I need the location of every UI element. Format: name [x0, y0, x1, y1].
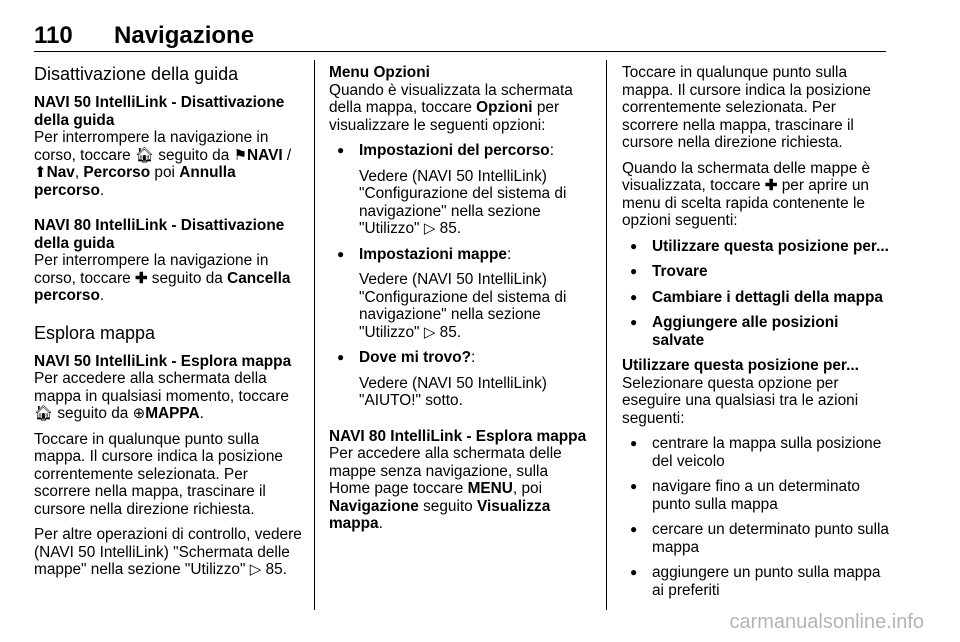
- section-heading: Disattivazione della guida: [34, 64, 239, 84]
- paragraph: Per accedere alla schermata delle mappe senza navigazione, sulla Home page toccare MENU, poi Navigazione seguito Visualizza mappa.: [329, 445, 562, 532]
- paragraph: Selezionare questa opzione per eseguire una qualsiasi tra le azioni seguenti:: [622, 374, 859, 427]
- paragraph: Quando è visualizzata la schermata della mappa, toccare Opzioni per visualizzare le seguenti opzioni:: [329, 81, 573, 134]
- list-item: ● Utilizzare questa posizione per...: [622, 238, 890, 256]
- paragraph: Toccare in qualunque punto sulla mappa. Il cursore indica la posizione correntemente selezionata. Per scorrere nella mappa, trascinare il cursore nella direzione richiesta.: [622, 64, 871, 151]
- list-item: ● Impostazioni del percorso: Vedere (NAVI 50 IntelliLink) "Configurazione del sistema di navigazione" nella sezione "Utilizzo" ▷ 85.: [329, 142, 591, 238]
- list-item: ● Impostazioni mappe: Vedere (NAVI 50 IntelliLink) "Configurazione del sistema di navigazione" nella sezione "Utilizzo" ▷ 85.: [329, 246, 591, 342]
- page-header: [34, 22, 886, 52]
- column-2: [329, 64, 591, 541]
- plus-icon: ✚: [764, 177, 778, 194]
- home-icon: 🏠︎: [134, 146, 154, 164]
- subsection-heading: Utilizzare questa posizione per...: [622, 357, 859, 374]
- flag-icon: ⚑: [233, 146, 248, 164]
- subsection-heading: NAVI 80 IntelliLink - Disattivazione della guida: [34, 217, 285, 252]
- home-icon: 🏠︎: [34, 405, 54, 422]
- subsection-heading: NAVI 80 IntelliLink - Esplora mappa: [329, 427, 587, 445]
- list-item: ● Dove mi trovo?: Vedere (NAVI 50 IntelliLink) "AIUTO!" sotto.: [329, 349, 591, 410]
- paragraph: Per accedere alla schermata della mappa in qualsiasi momento, toccare 🏠︎ seguito da ⊕MAPPA.: [34, 370, 289, 422]
- subsection-heading: Menu Opzioni: [329, 64, 430, 81]
- chapter-title: Navigazione: [114, 22, 255, 49]
- column-1: [34, 64, 302, 587]
- column-3: [622, 64, 890, 607]
- list-item: ● Aggiungere alle posizioni salvate: [622, 314, 890, 349]
- ref-triangle-icon: ▷: [423, 323, 436, 341]
- watermark: carmanualsonline.info: [729, 611, 924, 633]
- subsection-heading: NAVI 50 IntelliLink - Disattivazione della guida: [34, 94, 285, 129]
- ref-triangle-icon: ▷: [423, 220, 436, 237]
- ref-triangle-icon: ▷: [249, 561, 262, 578]
- options-list: [329, 142, 591, 410]
- context-menu-options: [622, 238, 890, 350]
- plus-icon: ✚: [134, 269, 148, 287]
- paragraph: Per interrompere la navigazione in corso, toccare 🏠︎ seguito da ⚑NAVI / ⬆Nav, Percorso poi Annulla percorso.: [34, 129, 292, 199]
- paragraph: Toccare in qualunque punto sulla mappa. Il cursore indica la posizione correntemente selezionata. Per scorrere nella mappa, trascinare il cursore nella direzione richiesta.: [34, 430, 283, 518]
- list-item: ● centrare la mappa sulla posizione del veicolo: [622, 435, 890, 470]
- paragraph: Per altre operazioni di controllo, vedere (NAVI 50 IntelliLink) "Schermata delle mappe" nella sezione "Utilizzo" ▷ 85.: [34, 526, 302, 578]
- list-item: ● navigare fino a un determinato punto sulla mappa: [622, 478, 890, 513]
- subsection-heading: NAVI 50 IntelliLink - Esplora mappa: [34, 352, 292, 370]
- page-number: 110: [34, 22, 73, 49]
- column-divider: [314, 60, 315, 610]
- paragraph: Per interrompere la navigazione in corso, toccare ✚ seguito da Cancella percorso.: [34, 252, 291, 304]
- list-item: ● cercare un determinato punto sulla mappa: [622, 521, 890, 556]
- list-item: ● aggiungere un punto sulla mappa ai preferiti: [622, 564, 890, 599]
- list-item: ● Trovare: [622, 263, 890, 281]
- actions-list: [622, 435, 890, 599]
- section-heading: Esplora mappa: [34, 322, 156, 343]
- paragraph: Quando la schermata delle mappe è visualizzata, toccare ✚ per aprire un menu di scelta rapida contenente le opzioni seguenti:: [622, 159, 871, 229]
- list-item: ● Cambiare i dettagli della mappa: [622, 289, 890, 307]
- header-divider: [34, 51, 886, 52]
- column-divider: [606, 60, 607, 610]
- nav-arrow-icon: ⬆: [34, 164, 47, 181]
- map-icon: ⊕: [132, 405, 146, 422]
